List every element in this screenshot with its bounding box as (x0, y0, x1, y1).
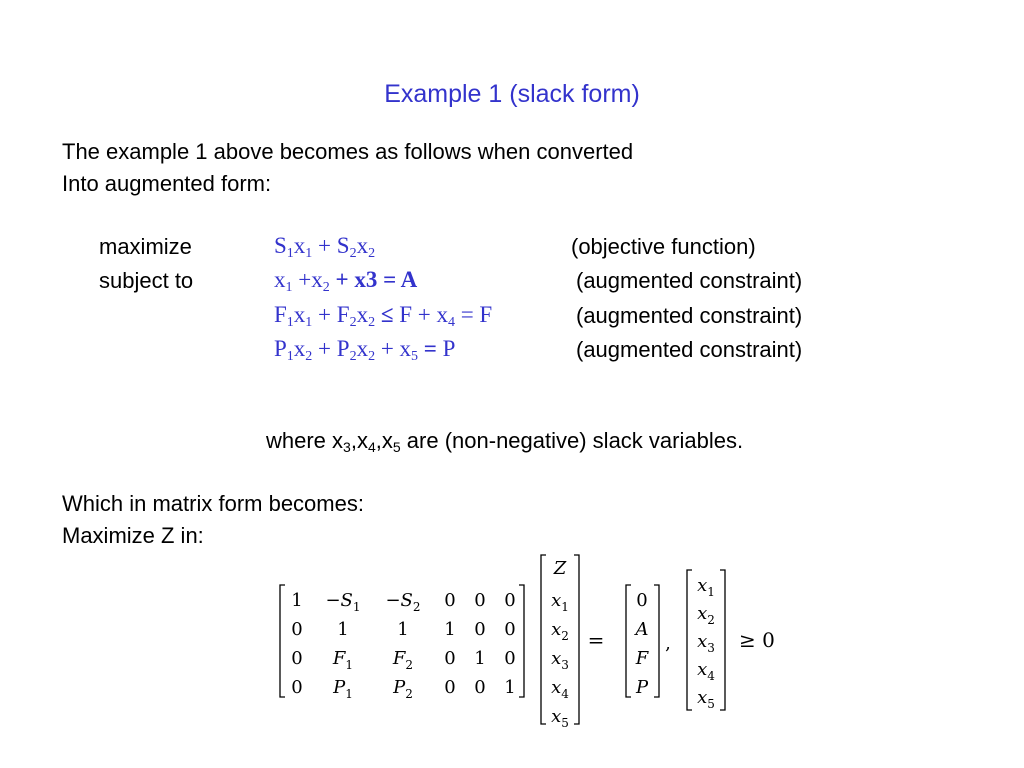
x-vector-entry: $x_1$ (697, 575, 715, 599)
matrix-entry: 0 (504, 590, 516, 611)
var-vector-entry: $x_3$ (551, 648, 569, 672)
constraint-1-comment: (augmented constraint) (576, 268, 803, 293)
var-vector-entry: $x_1$ (551, 590, 569, 614)
matrix-entry: 1 (397, 619, 409, 640)
x-vector-entry: $x_3$ (697, 631, 715, 655)
matrix-intro-line-2: Maximize Z in: (62, 523, 204, 548)
matrix-entry: 1 (337, 619, 349, 640)
matrix-entry: 0 (291, 619, 303, 640)
var-vector-entry: $x_5$ (551, 706, 569, 730)
constraint-3-expression: $P_1x_2 + P_2x_2 + x_5 = P$ (274, 336, 456, 364)
matrix-entry: 0 (474, 619, 486, 640)
maximize-label: maximize (99, 234, 192, 259)
rhs-vector-right-bracket (654, 585, 659, 697)
rhs-vector-entry: A (635, 619, 649, 640)
matrix-entry: 1 (291, 590, 303, 611)
constraint-3-comment: (augmented constraint) (576, 337, 803, 362)
matrix-entry: $-S_1$ (325, 590, 361, 614)
x-vector-left-bracket (687, 570, 692, 710)
matrix-entry: $F_2$ (392, 648, 414, 672)
matrix-entry: 0 (504, 648, 516, 669)
matrix-entry: 0 (444, 648, 456, 669)
matrix-entry: 0 (504, 619, 516, 640)
matrix-entry: 0 (474, 677, 486, 698)
objective-comment: (objective function) (571, 234, 756, 259)
subject-to-label: subject to (99, 268, 194, 293)
equals-sign: = (587, 628, 605, 652)
matrix-intro-line-1: Which in matrix form becomes: (62, 491, 364, 516)
matrix-entry: 0 (291, 648, 303, 669)
rhs-vector-entry: 0 (636, 590, 648, 611)
matrix-entry: 0 (444, 590, 456, 611)
slide-title: Example 1 (slack form) (384, 80, 640, 108)
matrix-entry: 0 (474, 590, 486, 611)
x-vector-right-bracket (720, 570, 725, 710)
matrix-entry: $F_1$ (332, 648, 354, 672)
slack-variables-note: where $x_3,x_4,x_5$ are (non-negative) slack variables. (266, 428, 744, 455)
matrix-entry: $-S_2$ (385, 590, 421, 614)
matrix-entry: 1 (444, 619, 456, 640)
var-vector-entry: $x_2$ (551, 619, 569, 643)
constraint-2-comment: (augmented constraint) (576, 303, 803, 328)
matrix-left-bracket (280, 585, 285, 697)
rhs-vector-left-bracket (626, 585, 631, 697)
intro-line-2: Into augmented form: (62, 171, 272, 196)
x-vector-entry: $x_4$ (697, 659, 715, 683)
var-vector-entry: Z (553, 558, 567, 579)
var-vector-entry: $x_4$ (551, 677, 569, 701)
matrix-entry: 1 (504, 677, 516, 698)
rhs-vector-entry: P (635, 677, 649, 698)
x-vector-entry: $x_5$ (697, 687, 715, 711)
matrix-entry: $P_2$ (393, 677, 413, 701)
matrix-entry: 0 (444, 677, 456, 698)
constraint-2-expression: $F_1x_1 + F_2x_2 \le F + x_4 = F$ (274, 302, 493, 330)
rhs-vector-entry: F (635, 648, 649, 669)
geq-zero: ≥ 0 (739, 628, 775, 652)
matrix-entry: 1 (474, 648, 486, 669)
objective-expression: $S_1x_1 + S_2x_2$ (274, 233, 376, 261)
comma: , (665, 633, 671, 654)
constraint-1-expression: $x_1 +x_2 + x3 = A$ (274, 267, 418, 295)
var-vector-right-bracket (574, 555, 579, 724)
matrix-equation (270, 548, 790, 733)
matrix-entry: $P_1$ (333, 677, 353, 701)
matrix-right-bracket (519, 585, 524, 697)
x-vector-entry: $x_2$ (697, 603, 715, 627)
matrix-entry: 0 (291, 677, 303, 698)
intro-line-1: The example 1 above becomes as follows when converted (62, 139, 634, 164)
var-vector-left-bracket (541, 555, 546, 724)
